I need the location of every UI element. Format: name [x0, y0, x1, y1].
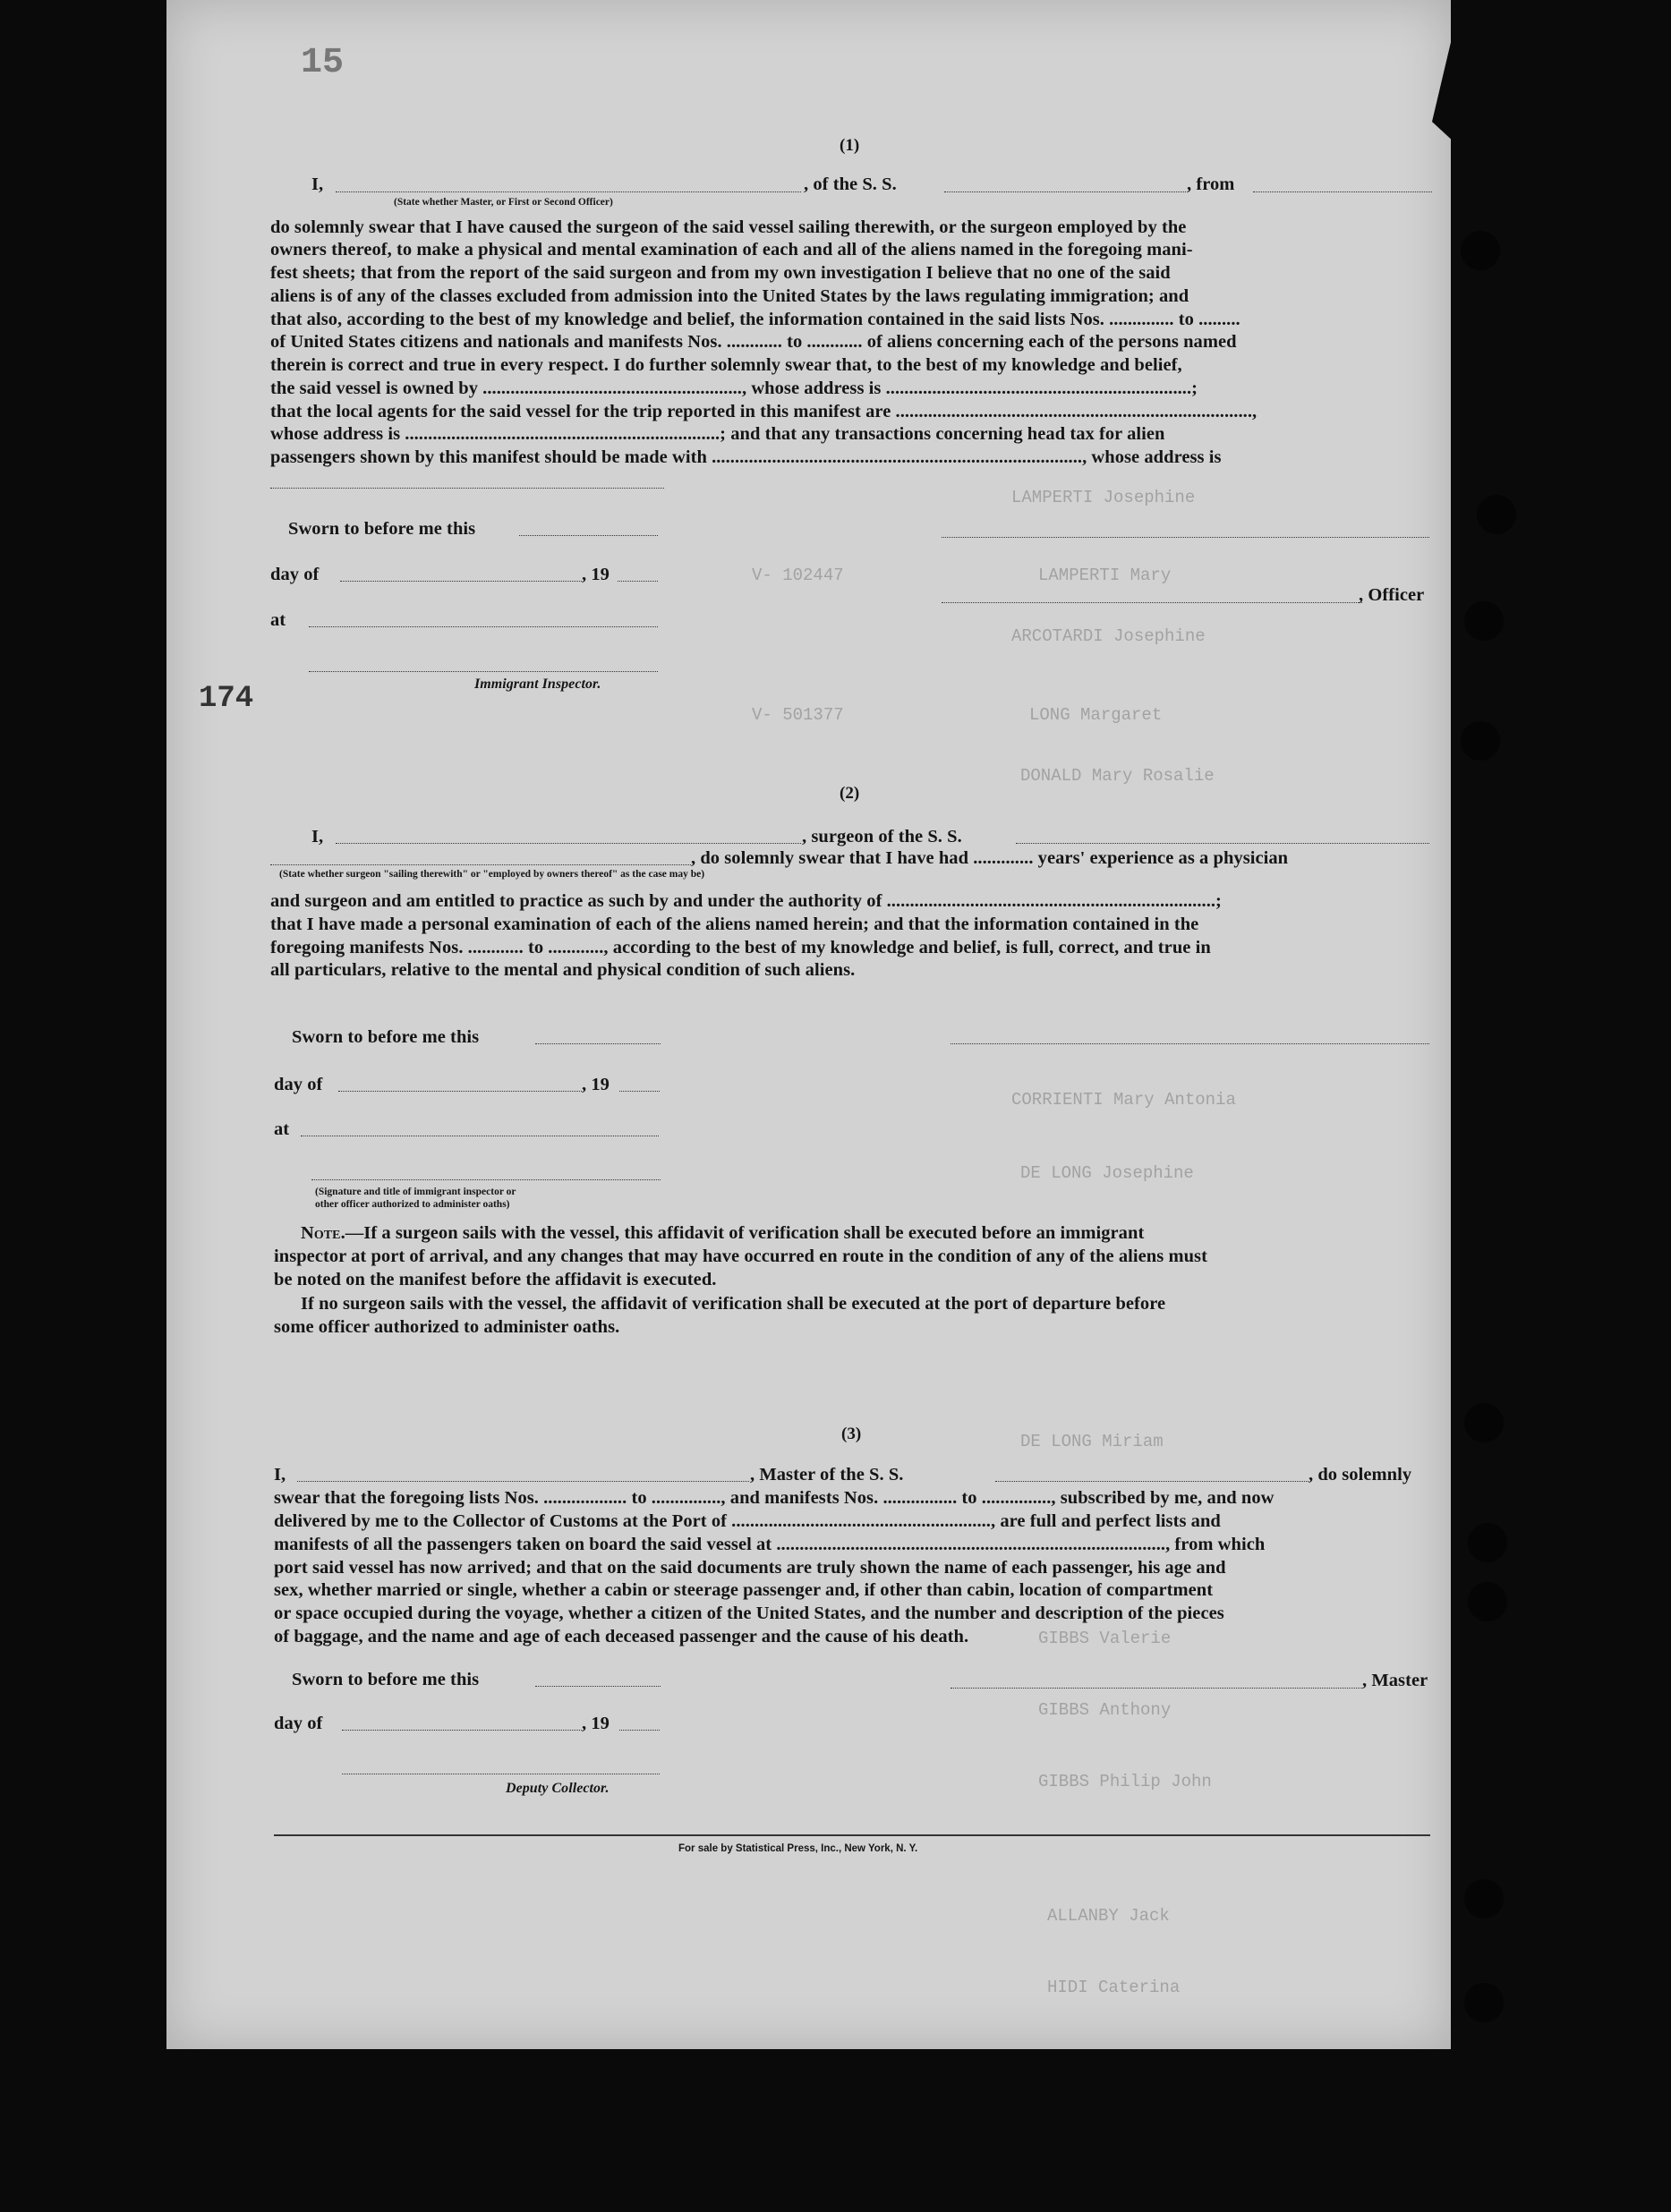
signature-line [942, 537, 1429, 538]
blank-line [340, 581, 582, 582]
signature-caption: other officer authorized to administer oaths) [315, 1199, 510, 1210]
sworn-label: Sworn to before me this [288, 519, 476, 539]
oath-text: passengers shown by this manifest should be made with ................................................................................, whose address is [270, 447, 1222, 467]
oath-text: manifests of all the passengers taken on board the said vessel at ...................................................................................., from which [274, 1535, 1266, 1554]
oath-text: swear that the foregoing lists Nos. .................. to ..............., and manifests Nos. ................ to ..............., subscribed by me, and now [274, 1488, 1275, 1508]
blank-line [619, 1091, 660, 1092]
sworn-label: Sworn to before me this [292, 1027, 480, 1047]
section-number: (3) [841, 1425, 862, 1443]
page-number: 15 [301, 43, 345, 83]
note-text [301, 1223, 1144, 1244]
manifest-page [166, 0, 1451, 2049]
officer-label: , Officer [1359, 585, 1425, 605]
oath-text: owners thereof, to make a physical and mental examination of each and all of the aliens named in the foregoing mani- [270, 240, 1193, 259]
blank-line [297, 1481, 749, 1482]
oath-text: that I have made a personal examination of each of the aliens named herein; and that the information contained in the [270, 915, 1199, 934]
oath-text: therein is correct and true in every respect. I do further solemnly swear that, to the best of my knowledge and belief, [270, 355, 1182, 375]
blank-line [535, 1686, 661, 1687]
blank-line [270, 488, 664, 489]
printer-credit: For sale by Statistical Press, Inc., New York, N. Y. [678, 1843, 918, 1854]
blank-line [535, 1043, 661, 1044]
punch-hole [1461, 721, 1500, 761]
year-label: , 19 [582, 1075, 610, 1094]
note-line: be noted on the manifest before the affidavit is executed. [274, 1270, 717, 1289]
blank-line [270, 864, 691, 865]
signature-line [311, 1179, 661, 1180]
oath-line: I, [311, 174, 324, 194]
punch-hole [1468, 1582, 1507, 1621]
oath-line: , of the S. S. [804, 174, 897, 194]
sworn-label: Sworn to before me this [292, 1670, 480, 1689]
blank-line [309, 626, 658, 627]
blank-line [338, 1091, 582, 1092]
note-line: If no surgeon sails with the vessel, the affidavit of verification shall be executed at the port of departure before [301, 1294, 1166, 1314]
punch-hole [1477, 495, 1516, 534]
field-caption: (State whether Master, or First or Second Officer) [394, 197, 613, 208]
blank-line [1253, 191, 1432, 192]
blank-line [1016, 843, 1429, 844]
at-label: at [274, 1119, 290, 1139]
note-line: inspector at port of arrival, and any changes that may have occurred en route in the condition of any of the aliens must [274, 1246, 1207, 1266]
oath-text: all particulars, relative to the mental and physical condition of such aliens. [270, 960, 856, 980]
oath-text: fest sheets; that from the report of the said surgeon and from my own investigation I believe that no one of the said [270, 263, 1171, 283]
oath-text: that the local agents for the said vessel for the trip reported in this manifest are ............................................................................., [270, 402, 1258, 421]
blank-line [995, 1481, 1309, 1482]
footer-rule [274, 1834, 1430, 1836]
oath-text: delivered by me to the Collector of Customs at the Port of ........................................................, are full and perfect lists and [274, 1511, 1221, 1531]
note-line: —If a surgeon sails with the vessel, this affidavit of verification shall be executed before an immigrant [345, 1223, 1145, 1243]
oath-line: I, [311, 827, 324, 847]
punch-hole [1464, 1403, 1504, 1442]
blank-line [619, 1730, 660, 1731]
punch-hole [1464, 601, 1504, 641]
oath-text: foregoing manifests Nos. ............ to ............, according to the best of my knowledge and belief, is full, correct, and true in [270, 938, 1211, 957]
inspector-caption: Immigrant Inspector. [474, 676, 601, 692]
oath-text: or space occupied during the voyage, whether a citizen of the United States, and the number and description of the pieces [274, 1604, 1224, 1623]
oath-text: whose address is ....................................................................; and that any transactions concerning head tax for alien [270, 424, 1165, 444]
oath-line: , surgeon of the S. S. [802, 827, 962, 847]
section-number: (1) [840, 136, 860, 155]
day-of-label: day of [270, 565, 320, 584]
signature-line [309, 671, 658, 672]
section-number: (2) [840, 784, 860, 803]
note-line: some officer authorized to administer oaths. [274, 1317, 620, 1337]
oath-text: port said vessel has now arrived; and that on the said documents are truly shown the name of each passenger, his age and [274, 1558, 1226, 1578]
note-label: Note. [301, 1223, 345, 1243]
punch-hole [1468, 1523, 1507, 1562]
signature-caption: (Signature and title of immigrant inspector or [315, 1187, 516, 1197]
oath-text: that also, according to the best of my knowledge and belief, the information contained in the said lists Nos. .............. to ......... [270, 310, 1240, 329]
oath-line: , Master of the S. S. [750, 1465, 904, 1485]
blank-line [336, 191, 801, 192]
torn-corner [1432, 36, 1665, 179]
day-of-label: day of [274, 1075, 323, 1094]
oath-text: of United States citizens and nationals and manifests Nos. ............ to ............ of aliens concerning each of the persons named [270, 332, 1237, 352]
oath-line: , do solemnly [1309, 1465, 1412, 1485]
signature-line [942, 602, 1362, 603]
field-caption: (State whether surgeon "sailing therewith" or "employed by owners thereof" as the case may be) [279, 869, 705, 880]
blank-line [336, 843, 801, 844]
master-label: , Master [1362, 1671, 1428, 1690]
year-label: , 19 [582, 1714, 610, 1733]
oath-text: aliens is of any of the classes excluded from admission into the United States by the laws regulating immigration; and [270, 286, 1189, 306]
year-label: , 19 [582, 565, 610, 584]
oath-line: , do solemnly swear that I have had ............. years' experience as a physician [691, 848, 1289, 868]
punch-hole [1464, 1879, 1504, 1918]
punch-hole [1464, 1983, 1504, 2022]
oath-line: I, [274, 1465, 286, 1485]
day-of-label: day of [274, 1714, 323, 1733]
blank-line [944, 191, 1186, 192]
scan-border [166, 2049, 1451, 2212]
oath-text: and surgeon and am entitled to practice as such by and under the authority of .......................................................................; [270, 891, 1222, 911]
margin-mark: 174 [199, 682, 254, 716]
oath-text: sex, whether married or single, whether a cabin or steerage passenger and, if other than cabin, location of compartment [274, 1580, 1214, 1600]
signature-line [951, 1688, 1362, 1689]
oath-text: of baggage, and the name and age of each deceased passenger and the cause of his death. [274, 1627, 969, 1646]
collector-caption: Deputy Collector. [506, 1781, 610, 1796]
blank-line [618, 581, 658, 582]
signature-line [951, 1043, 1429, 1044]
oath-text: the said vessel is owned by ........................................................, whose address is ..................................................................; [270, 379, 1198, 398]
blank-line [342, 1730, 582, 1731]
oath-line: , from [1187, 174, 1235, 194]
at-label: at [270, 610, 286, 630]
punch-hole [1461, 231, 1500, 270]
blank-line [519, 535, 658, 536]
oath-text: do solemnly swear that I have caused the surgeon of the said vessel sailing therewith, or the surgeon employed by the [270, 217, 1187, 237]
